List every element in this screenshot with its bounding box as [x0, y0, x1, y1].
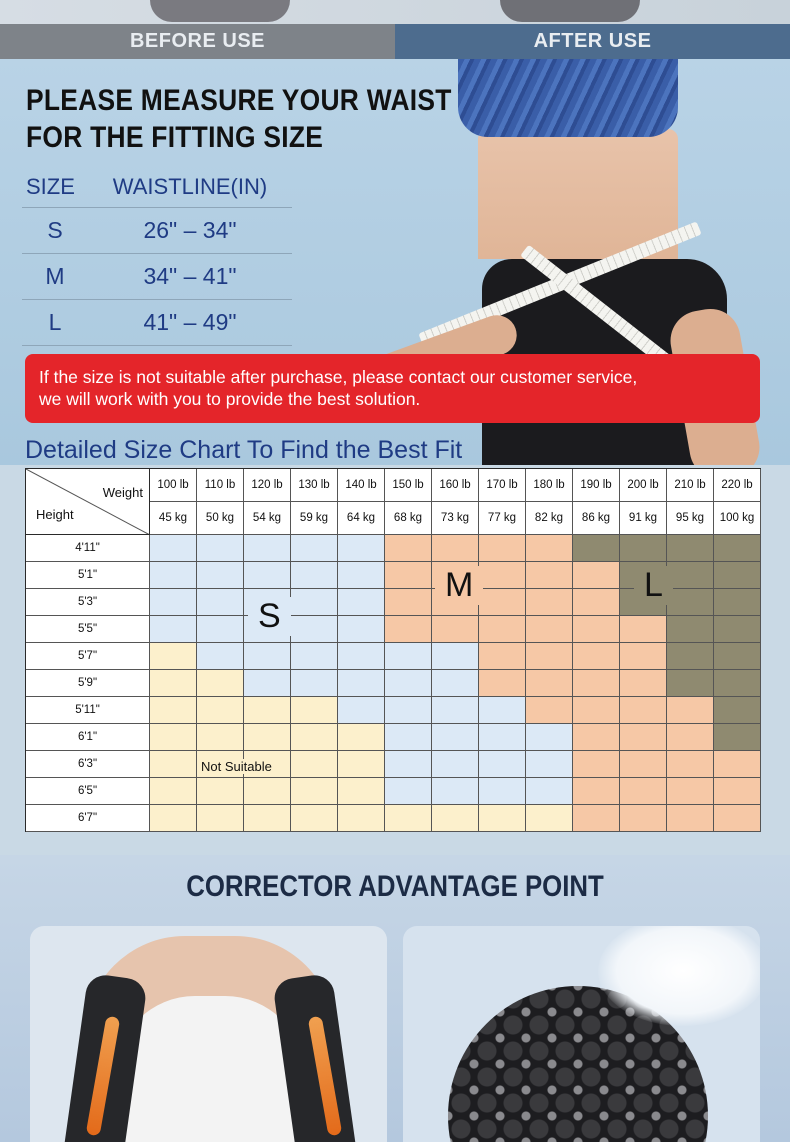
weight-lb-header: 120 lb: [244, 469, 291, 502]
heading-line-2: FOR THE FITTING SIZE: [26, 121, 324, 154]
chart-zone-cell: [714, 778, 761, 805]
chart-zone-cell: [667, 589, 714, 616]
chart-zone-cell: [291, 616, 338, 643]
chart-zone-cell: [385, 751, 432, 778]
after-use-label: AFTER USE: [395, 24, 790, 59]
weight-lb-header: 130 lb: [291, 469, 338, 502]
chart-zone-cell: [432, 535, 479, 562]
chart-zone-cell: [479, 751, 526, 778]
chart-zone-cell: [526, 778, 573, 805]
height-row-label: 5'5": [26, 616, 150, 643]
chart-corner-cell: [26, 469, 150, 535]
waist-range: 26" – 34": [143, 217, 237, 243]
chart-zone-cell: [573, 643, 620, 670]
size-chart-grid: [25, 468, 761, 832]
size-row: [22, 300, 292, 346]
chart-zone-cell: [620, 616, 667, 643]
chart-zone-cell: [667, 724, 714, 751]
chart-zone-cell: [432, 724, 479, 751]
chart-zone-cell: [291, 589, 338, 616]
breathable-mesh-card: [403, 926, 760, 1142]
chart-zone-cell: [150, 562, 197, 589]
chart-zone-cell: [385, 724, 432, 751]
chart-zone-cell: [385, 616, 432, 643]
waistline-column-header: WAISTLINE(IN): [112, 173, 268, 199]
chart-zone-cell: [573, 724, 620, 751]
chart-zone-cell: [338, 616, 385, 643]
chart-zone-cell: [714, 643, 761, 670]
chart-zone-cell: [244, 778, 291, 805]
weight-kg-header: 64 kg: [338, 502, 385, 535]
chart-zone-cell: [714, 589, 761, 616]
weight-lb-header: 210 lb: [667, 469, 714, 502]
chart-zone-cell: [432, 751, 479, 778]
size-column-header: SIZE: [26, 173, 75, 199]
size-value: M: [45, 263, 65, 289]
chart-zone-cell: [385, 562, 432, 589]
weight-axis-label: Weight: [102, 485, 143, 500]
chart-zone-cell: [573, 697, 620, 724]
chart-zone-cell: [526, 616, 573, 643]
weight-kg-header: 59 kg: [291, 502, 338, 535]
chart-zone-cell: [150, 778, 197, 805]
chart-zone-cell: [667, 697, 714, 724]
zone-label-not-suitable: Not Suitable: [201, 759, 272, 774]
after-torso-image: [500, 0, 640, 22]
chart-zone-cell: [244, 805, 291, 832]
chart-zone-cell: [338, 778, 385, 805]
chart-zone-cell: [338, 670, 385, 697]
chart-zone-cell: [620, 535, 667, 562]
zone-label-m: M: [435, 566, 483, 605]
chart-zone-cell: [291, 562, 338, 589]
chart-zone-cell: [338, 562, 385, 589]
size-row: [22, 254, 292, 300]
chart-zone-cell: [197, 724, 244, 751]
heading-line-1: PLEASE MEASURE YOUR WAIST: [26, 84, 452, 117]
chart-zone-cell: [150, 751, 197, 778]
waist-range: 34" – 41": [143, 263, 237, 289]
height-row-label: 5'1": [26, 562, 150, 589]
posture-straps-card: [30, 926, 387, 1142]
chart-zone-cell: [620, 670, 667, 697]
weight-lb-header: 160 lb: [432, 469, 479, 502]
chart-zone-cell: [714, 535, 761, 562]
chart-zone-cell: [150, 724, 197, 751]
before-use-label: BEFORE USE: [0, 24, 395, 59]
chart-zone-cell: [573, 670, 620, 697]
chart-zone-cell: [479, 589, 526, 616]
chart-zone-cell: [385, 535, 432, 562]
chart-zone-cell: [667, 670, 714, 697]
top-photo-strip: [0, 0, 790, 24]
corner-diagonal: [26, 469, 150, 535]
measure-waist-heading: [26, 82, 452, 156]
chart-zone-cell: [338, 697, 385, 724]
chart-zone-cell: [479, 643, 526, 670]
chart-zone-cell: [526, 724, 573, 751]
chart-zone-cell: [573, 751, 620, 778]
weight-lb-header: 170 lb: [479, 469, 526, 502]
chart-zone-cell: [385, 589, 432, 616]
weight-lb-header: 100 lb: [150, 469, 197, 502]
chart-zone-cell: [291, 697, 338, 724]
chart-zone-cell: [620, 643, 667, 670]
chart-zone-cell: [244, 562, 291, 589]
height-row-label: 6'3": [26, 751, 150, 778]
chart-zone-cell: [432, 616, 479, 643]
chart-zone-cell: [150, 535, 197, 562]
weight-kg-header: 68 kg: [385, 502, 432, 535]
chart-zone-cell: [150, 805, 197, 832]
before-after-bar: [0, 24, 790, 59]
chart-zone-cell: [479, 562, 526, 589]
chart-zone-cell: [620, 778, 667, 805]
zone-label-s: S: [248, 597, 291, 636]
size-value: S: [47, 217, 63, 243]
weight-kg-header: 50 kg: [197, 502, 244, 535]
chart-zone-cell: [479, 616, 526, 643]
weight-lb-header: 220 lb: [714, 469, 761, 502]
chart-zone-cell: [291, 724, 338, 751]
weight-kg-header: 77 kg: [479, 502, 526, 535]
weight-lb-header: 140 lb: [338, 469, 385, 502]
height-row-label: 4'11": [26, 535, 150, 562]
chart-zone-cell: [385, 643, 432, 670]
chart-zone-cell: [338, 535, 385, 562]
weight-kg-header: 82 kg: [526, 502, 573, 535]
chart-zone-cell: [714, 751, 761, 778]
zone-label-l: L: [634, 566, 673, 605]
chart-zone-cell: [573, 805, 620, 832]
chart-zone-cell: [620, 697, 667, 724]
chart-zone-cell: [573, 616, 620, 643]
chart-zone-cell: [573, 535, 620, 562]
chart-zone-cell: [244, 724, 291, 751]
chart-zone-cell: [526, 697, 573, 724]
height-row-label: 5'7": [26, 643, 150, 670]
chart-zone-cell: [338, 805, 385, 832]
chart-zone-cell: [620, 751, 667, 778]
chart-zone-cell: [197, 670, 244, 697]
chart-zone-cell: [338, 751, 385, 778]
chart-zone-cell: [479, 805, 526, 832]
chart-zone-cell: [526, 805, 573, 832]
chart-zone-cell: [385, 697, 432, 724]
chart-zone-cell: [667, 643, 714, 670]
chart-zone-cell: [573, 562, 620, 589]
chart-zone-cell: [479, 670, 526, 697]
chart-zone-cell: [244, 697, 291, 724]
chart-zone-cell: [526, 562, 573, 589]
chart-zone-cell: [714, 670, 761, 697]
chart-zone-cell: [338, 589, 385, 616]
chart-zone-cell: [244, 535, 291, 562]
model-sports-top-image: [458, 59, 678, 137]
chart-zone-cell: [714, 616, 761, 643]
chart-zone-cell: [197, 805, 244, 832]
size-table-header: [22, 166, 292, 208]
weight-kg-header: 54 kg: [244, 502, 291, 535]
size-value: L: [48, 309, 62, 335]
chart-zone-cell: [479, 778, 526, 805]
waist-range: 41" – 49": [143, 309, 237, 335]
chart-zone-cell: [291, 535, 338, 562]
weight-kg-header: 45 kg: [150, 502, 197, 535]
chart-zone-cell: [197, 616, 244, 643]
chart-zone-cell: [197, 697, 244, 724]
chart-zone-cell: [714, 724, 761, 751]
chart-zone-cell: [667, 805, 714, 832]
chart-zone-cell: [526, 535, 573, 562]
weight-lb-header: 180 lb: [526, 469, 573, 502]
advantage-title: CORRECTOR ADVANTAGE POINT: [186, 870, 604, 903]
chart-zone-cell: [197, 778, 244, 805]
chart-zone-cell: [338, 724, 385, 751]
chart-zone-cell: [150, 643, 197, 670]
chart-zone-cell: [620, 724, 667, 751]
chart-zone-cell: [150, 697, 197, 724]
height-row-label: 5'9": [26, 670, 150, 697]
chart-zone-cell: [385, 805, 432, 832]
chart-zone-cell: [385, 778, 432, 805]
weight-lb-header: 190 lb: [573, 469, 620, 502]
size-row: [22, 208, 292, 254]
height-axis-label: Height: [36, 507, 74, 522]
chart-zone-cell: [479, 535, 526, 562]
chart-zone-cell: [667, 616, 714, 643]
chart-zone-cell: [432, 643, 479, 670]
height-row-label: 6'5": [26, 778, 150, 805]
weight-kg-header: 100 kg: [714, 502, 761, 535]
chart-zone-cell: [291, 643, 338, 670]
chart-zone-cell: [150, 589, 197, 616]
chart-zone-cell: [432, 778, 479, 805]
before-torso-image: [150, 0, 290, 22]
chart-zone-cell: [197, 535, 244, 562]
chart-zone-cell: [291, 778, 338, 805]
chart-zone-cell: [526, 670, 573, 697]
chart-zone-cell: [244, 643, 291, 670]
chart-zone-cell: [714, 697, 761, 724]
chart-zone-cell: [479, 724, 526, 751]
weight-lb-header: 150 lb: [385, 469, 432, 502]
chart-zone-cell: [573, 778, 620, 805]
chart-zone-cell: [620, 805, 667, 832]
chart-zone-cell: [526, 643, 573, 670]
chart-zone-cell: [479, 697, 526, 724]
chart-zone-cell: [291, 751, 338, 778]
weight-kg-header: 91 kg: [620, 502, 667, 535]
height-row-label: 5'3": [26, 589, 150, 616]
chart-zone-cell: [197, 643, 244, 670]
size-chart-title: Detailed Size Chart To Find the Best Fit: [25, 436, 463, 464]
height-row-label: 6'7": [26, 805, 150, 832]
chart-zone-cell: [150, 670, 197, 697]
chart-zone-cell: [432, 805, 479, 832]
weight-kg-header: 86 kg: [573, 502, 620, 535]
chart-zone-cell: [197, 589, 244, 616]
notice-line-1: If the size is not suitable after purchase, please contact our customer service,: [39, 367, 638, 387]
customer-service-notice: [25, 354, 760, 423]
weight-lb-header: 110 lb: [197, 469, 244, 502]
chart-zone-cell: [432, 697, 479, 724]
weight-kg-header: 95 kg: [667, 502, 714, 535]
chart-zone-cell: [526, 751, 573, 778]
chart-zone-cell: [667, 535, 714, 562]
chart-zone-cell: [667, 751, 714, 778]
chart-zone-cell: [150, 616, 197, 643]
chart-zone-cell: [573, 589, 620, 616]
chart-zone-cell: [291, 805, 338, 832]
chart-zone-cell: [714, 805, 761, 832]
chart-zone-cell: [667, 778, 714, 805]
chart-zone-cell: [385, 670, 432, 697]
height-row-label: 5'11": [26, 697, 150, 724]
weight-kg-header: 73 kg: [432, 502, 479, 535]
waist-size-table: [22, 166, 292, 346]
chart-zone-cell: [291, 670, 338, 697]
chart-zone-cell: [197, 562, 244, 589]
chart-zone-cell: [667, 562, 714, 589]
height-row-label: 6'1": [26, 724, 150, 751]
chart-zone-cell: [338, 643, 385, 670]
chart-zone-cell: [432, 670, 479, 697]
notice-line-2: we will work with you to provide the best solution.: [39, 389, 421, 409]
chart-zone-cell: [526, 589, 573, 616]
chart-zone-cell: [714, 562, 761, 589]
chart-zone-cell: [244, 670, 291, 697]
weight-lb-header: 200 lb: [620, 469, 667, 502]
